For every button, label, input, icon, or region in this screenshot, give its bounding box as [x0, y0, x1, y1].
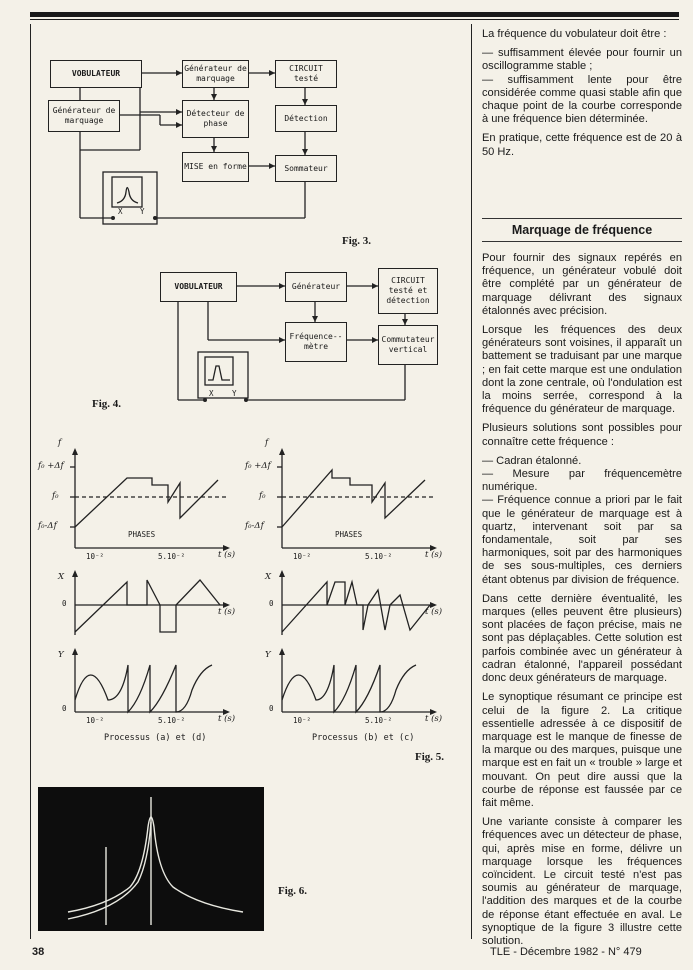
fig5-right-f0plus: f₀ +Δf	[245, 461, 271, 471]
fig3-detection-box: Détection	[275, 105, 337, 132]
fig4-y-label: Y	[232, 389, 237, 398]
fig5-right-phases: PHASES	[335, 530, 363, 539]
text-body	[482, 252, 682, 954]
fig4-circuit-box: CIRCUIT testé et détection	[378, 268, 438, 314]
fig5-right-y-tick2: 5.10⁻²	[365, 716, 393, 725]
fig5-right-tick1: 10⁻²	[293, 552, 312, 561]
fig5-left-y-tick1: 10⁻²	[86, 716, 105, 725]
fig4-x-label: X	[209, 389, 214, 398]
fig6-trace	[38, 787, 264, 931]
para-11: Dans cette dernière éventualité, les marques (elles peuvent être plusieurs) sont placées de façon précise, mais ne sont pas déplaçables. Cette solution est parfois combinée avec un générateur à cadran étalonné, l'appareil possédant donc deux générateurs de marquage.	[482, 592, 682, 685]
fig5-left-processus: Processus (a) et (d)	[104, 733, 207, 743]
fig5-right-x-zero: 0	[269, 599, 274, 608]
para-9: — Mesure par fréquencemètre numérique.	[482, 468, 682, 494]
fig5-left-f-label: f	[58, 438, 62, 448]
fig5-left-x-zero: 0	[62, 599, 67, 608]
fig3-sommateur-box: Sommateur	[275, 155, 337, 182]
fig5-caption: Fig. 5.	[415, 751, 445, 763]
fig3-vobulateur-box: VOBULATEUR	[50, 60, 142, 88]
fig3-mise-box: MISE en forme	[182, 152, 249, 182]
fig3-caption: Fig. 3.	[342, 235, 372, 247]
fig5-left-tick1: 10⁻²	[86, 552, 105, 561]
fig5-right-tick2: 5.10⁻²	[365, 552, 393, 561]
para-2: — suffisamment élevée pour fournir un oscillogramme stable ;	[482, 47, 682, 73]
fig5-left-y-zero: 0	[62, 704, 67, 713]
fig5-left-tick2: 5.10⁻²	[158, 552, 186, 561]
fig6-caption: Fig. 6.	[278, 885, 308, 897]
fig5-right-f0: f₀	[259, 491, 266, 501]
para-10: — Fréquence connue a priori par le fait que le générateur de marquage est à quartz, intervenant soit par sa fondamentale, soit par ses harmoniques, soit par des harmoniques de ses sous-multiples, ces derniers étant obtenus par division de fréquence.	[482, 494, 682, 586]
fig6-oscillogram-photo	[38, 787, 264, 931]
fig3-detecteur-box: Détecteur de phase	[182, 100, 249, 138]
fig5-right-t-label: t (s)	[425, 550, 443, 560]
fig5-right-x-t: t (s)	[425, 607, 443, 617]
text-intro	[482, 28, 682, 165]
fig5-right-f-label: f	[265, 438, 269, 448]
para-3: — suffisamment lente pour être considérée comme quasi stable afin que chaque point de la courbe corresponde à une fréquence bien déterminée.	[482, 73, 682, 126]
fig3-generateur-box: Générateur de marquage	[182, 60, 249, 88]
section-heading: Marquage de fréquence	[482, 218, 682, 242]
fig5-left-y-t: t (s)	[218, 714, 236, 724]
fig3-x-label: X	[118, 207, 123, 216]
fig3-circuit-box: CIRCUIT testé	[275, 60, 337, 88]
para-12: Le synoptique résumant ce principe est celui de la figure 2. La critique essentielle adressée à ce dispositif de marquage est le manque de finesse de la marque ou des marques, puisque une marque est en fait un « trouble » large et mouvant. On peut dire aussi que la courbe de réponse est faussée par ce fait même.	[482, 691, 682, 809]
fig4-generateur-box: Générateur	[285, 272, 347, 302]
fig5-left-y-tick2: 5.10⁻²	[158, 716, 186, 725]
para-6: Lorsque les fréquences des deux générateurs sont voisines, il apparaît un battement se traduisant par une marque ; en fait cette marque est une ondulation dont la zone centrale, où l'ondulation est la moins serrée, correspond à la fréquence du générateur de marquage.	[482, 324, 682, 416]
fig4-caption: Fig. 4.	[92, 398, 122, 410]
para-4: En pratique, cette fréquence est de 20 à 50 Hz.	[482, 132, 682, 158]
fig5-left-y-label: Y	[58, 650, 64, 660]
fig5-left-x-label: X	[58, 572, 65, 582]
fig4-frequencemetre-box: Fréquence--mètre	[285, 322, 347, 362]
fig5-right-processus: Processus (b) et (c)	[312, 733, 415, 743]
fig3-y-label: Y	[140, 207, 145, 216]
fig5-left-t-label: t (s)	[218, 550, 236, 560]
para-8: — Cadran étalonné.	[482, 454, 582, 467]
fig5-right-y-tick1: 10⁻²	[293, 716, 312, 725]
para-7: Plusieurs solutions sont possibles pour connaître cette fréquence :	[482, 422, 682, 448]
para-13: Une variante consiste à comparer les fréquences avec un détecteur de phase, qui, après mise en forme, délivre un marquage lorsque les fréquences coïncident. Le circuit testé n'est pas soumis au générateur de marquage, l'addition des marques et de la courbe de réponse étant effectuée en aval. Le synoptique de la figure 3 illustre cette solution.	[482, 816, 682, 947]
fig5-right-y-label: Y	[265, 650, 271, 660]
fig5-right-y-t: t (s)	[425, 714, 443, 724]
fig5-right-f0minus: f₀-Δf	[245, 521, 264, 531]
para-1: La fréquence du vobulateur doit être :	[482, 28, 667, 40]
fig4-vobulateur-box: VOBULATEUR	[160, 272, 237, 302]
para-5: Pour fournir des signaux repérés en fréquence, un générateur vobulé doit être complété par un générateur de marquage délivrant des signaux étalonnés avec précision.	[482, 252, 682, 317]
fig5-left-f0plus: f₀ +Δf	[38, 461, 64, 471]
journal-footer: TLE - Décembre 1982 - N° 479	[490, 946, 642, 958]
fig5-left-x-t: t (s)	[218, 607, 236, 617]
fig5-right-x-label: X	[265, 572, 272, 582]
fig5-left-f0: f₀	[52, 491, 59, 501]
fig5-left-phases: PHASES	[128, 530, 156, 539]
fig4-commutateur-box: Commutateur vertical	[378, 325, 438, 365]
fig5-left-f0minus: f₀-Δf	[38, 521, 57, 531]
page-number: 38	[32, 946, 45, 958]
fig3-generateur-marquage-box: Générateur de marquage	[48, 100, 120, 132]
fig5-right-y-zero: 0	[269, 704, 274, 713]
